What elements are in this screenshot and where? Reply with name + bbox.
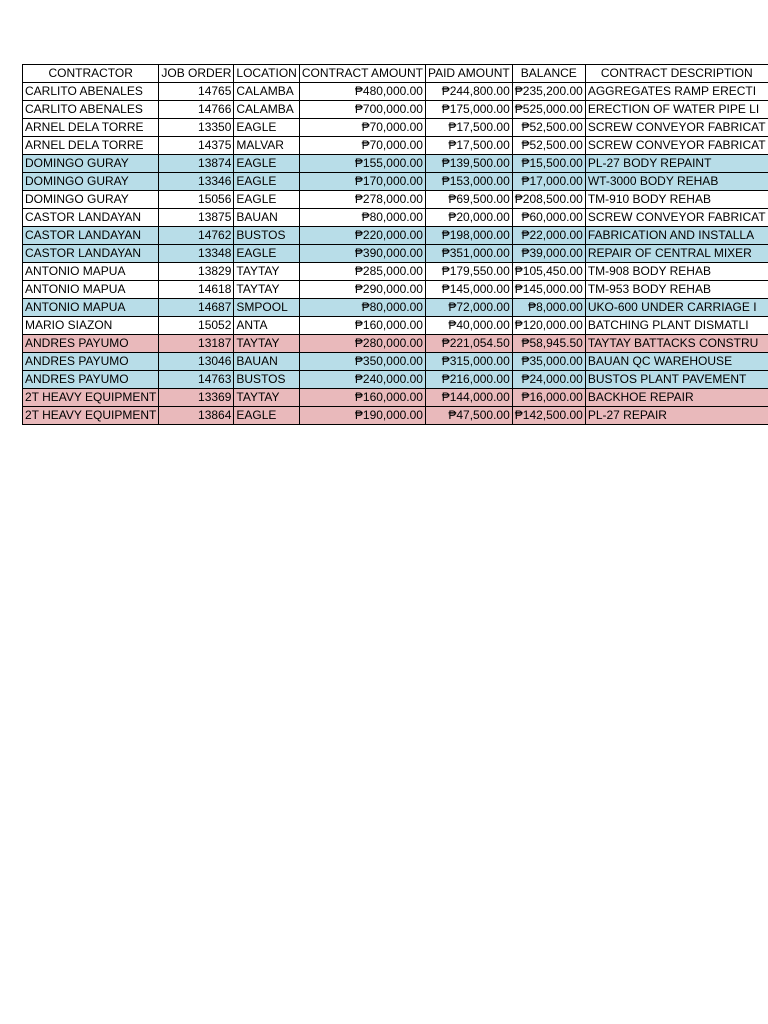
cell-contractor[interactable]: CARLITO ABENALES [23,83,159,101]
cell-contract-description[interactable]: SCREW CONVEYOR FABRICAT [585,209,768,227]
cell-paid-amount[interactable]: ₱221,054.50 [425,335,512,353]
cell-balance[interactable]: ₱60,000.00 [512,209,585,227]
cell-contract-amount[interactable]: ₱290,000.00 [299,281,425,299]
cell-contract-description[interactable]: PL-27 REPAIR [585,407,768,425]
table-row [23,371,768,389]
cell-contract-description[interactable]: ERECTION OF WATER PIPE LI [585,101,768,119]
cell-contract-amount[interactable]: ₱190,000.00 [299,407,425,425]
cell-contractor[interactable]: ANDRES PAYUMO [23,353,159,371]
cell-paid-amount[interactable]: ₱139,500.00 [425,155,512,173]
header-paid-amount[interactable]: PAID AMOUNT [425,65,512,83]
cell-paid-amount[interactable]: ₱198,000.00 [425,227,512,245]
cell-balance[interactable]: ₱525,000.00 [512,101,585,119]
cell-contract-amount[interactable]: ₱155,000.00 [299,155,425,173]
cell-contractor[interactable]: CASTOR LANDAYAN [23,227,159,245]
cell-contractor[interactable]: 2T HEAVY EQUIPMENT [23,389,159,407]
header-balance[interactable]: BALANCE [512,65,585,83]
cell-location[interactable]: TAYTAY [234,389,299,407]
cell-contract-amount[interactable]: ₱170,000.00 [299,173,425,191]
cell-contract-description[interactable]: FABRICATION AND INSTALLA [585,227,768,245]
cell-location[interactable]: BUSTOS [234,227,299,245]
cell-location[interactable]: CALAMBA [234,101,299,119]
spreadsheet [22,64,768,425]
cell-location[interactable]: MALVAR [234,137,299,155]
table-row [23,263,768,281]
cell-contract-amount[interactable]: ₱700,000.00 [299,101,425,119]
cell-contract-amount[interactable]: ₱80,000.00 [299,209,425,227]
cell-location[interactable]: TAYTAY [234,281,299,299]
cell-paid-amount[interactable]: ₱40,000.00 [425,317,512,335]
table-row [23,137,768,155]
cell-contract-amount[interactable]: ₱240,000.00 [299,371,425,389]
cell-location[interactable]: EAGLE [234,155,299,173]
table-row [23,83,768,101]
header-job-order[interactable]: JOB ORDER [159,65,234,83]
cell-location[interactable]: EAGLE [234,173,299,191]
cell-contract-description[interactable]: TM-908 BODY REHAB [585,263,768,281]
cell-paid-amount[interactable]: ₱145,000.00 [425,281,512,299]
table-row [23,353,768,371]
cell-balance[interactable]: ₱120,000.00 [512,317,585,335]
header-location[interactable]: LOCATION [234,65,299,83]
cell-contract-description[interactable]: BAUAN QC WAREHOUSE [585,353,768,371]
cell-balance[interactable]: ₱145,000.00 [512,281,585,299]
table-row [23,245,768,263]
cell-contractor[interactable]: DOMINGO GURAY [23,173,159,191]
cell-contractor[interactable]: CARLITO ABENALES [23,101,159,119]
table-row [23,209,768,227]
cell-contractor[interactable]: ANDRES PAYUMO [23,371,159,389]
contracts-table [22,64,768,425]
cell-paid-amount[interactable]: ₱72,000.00 [425,299,512,317]
cell-contract-amount[interactable]: ₱285,000.00 [299,263,425,281]
cell-contract-description[interactable]: TM-910 BODY REHAB [585,191,768,209]
cell-paid-amount[interactable]: ₱315,000.00 [425,353,512,371]
cell-contractor[interactable]: ANTONIO MAPUA [23,299,159,317]
cell-location[interactable]: TAYTAY [234,335,299,353]
table-row [23,101,768,119]
table-row [23,299,768,317]
cell-contract-description[interactable]: BACKHOE REPAIR [585,389,768,407]
cell-job-order[interactable]: 15052 [159,317,234,335]
cell-balance[interactable]: ₱52,500.00 [512,137,585,155]
header-contract-description[interactable]: CONTRACT DESCRIPTION [585,65,768,83]
cell-contractor[interactable]: ANTONIO MAPUA [23,263,159,281]
table-row [23,155,768,173]
table-row [23,119,768,137]
cell-contractor[interactable]: DOMINGO GURAY [23,191,159,209]
cell-contract-description[interactable]: BATCHING PLANT DISMATLI [585,317,768,335]
cell-location[interactable]: CALAMBA [234,83,299,101]
cell-contract-description[interactable]: AGGREGATES RAMP ERECTI [585,83,768,101]
cell-location[interactable]: EAGLE [234,245,299,263]
cell-contractor[interactable]: DOMINGO GURAY [23,155,159,173]
cell-job-order[interactable]: 14762 [159,227,234,245]
cell-paid-amount[interactable]: ₱17,500.00 [425,137,512,155]
table-row [23,173,768,191]
cell-balance[interactable]: ₱24,000.00 [512,371,585,389]
cell-contractor[interactable]: ANTONIO MAPUA [23,281,159,299]
cell-contract-description[interactable]: UKO-600 UNDER CARRIAGE I [585,299,768,317]
cell-location[interactable]: EAGLE [234,119,299,137]
cell-job-order[interactable]: 14375 [159,137,234,155]
cell-location[interactable]: EAGLE [234,407,299,425]
cell-contract-description[interactable]: TM-953 BODY REHAB [585,281,768,299]
cell-contract-description[interactable]: REPAIR OF CENTRAL MIXER [585,245,768,263]
cell-contractor[interactable]: CASTOR LANDAYAN [23,209,159,227]
cell-contractor[interactable]: ARNEL DELA TORRE [23,137,159,155]
cell-contract-description[interactable]: SCREW CONVEYOR FABRICAT [585,137,768,155]
cell-paid-amount[interactable]: ₱216,000.00 [425,371,512,389]
cell-location[interactable]: ANTA [234,317,299,335]
table-row [23,389,768,407]
cell-job-order[interactable]: 13864 [159,407,234,425]
cell-balance[interactable]: ₱52,500.00 [512,119,585,137]
cell-location[interactable]: BAUAN [234,353,299,371]
cell-paid-amount[interactable]: ₱17,500.00 [425,119,512,137]
cell-contract-amount[interactable]: ₱160,000.00 [299,389,425,407]
cell-job-order[interactable]: 13874 [159,155,234,173]
cell-job-order[interactable]: 15056 [159,191,234,209]
cell-balance[interactable]: ₱39,000.00 [512,245,585,263]
cell-contract-description[interactable]: BUSTOS PLANT PAVEMENT [585,371,768,389]
cell-contract-description[interactable]: WT-3000 BODY REHAB [585,173,768,191]
cell-contract-amount[interactable]: ₱80,000.00 [299,299,425,317]
header-contract-amount[interactable]: CONTRACT AMOUNT [299,65,425,83]
table-row [23,227,768,245]
cell-contract-amount[interactable]: ₱160,000.00 [299,317,425,335]
cell-paid-amount[interactable]: ₱69,500.00 [425,191,512,209]
cell-balance[interactable]: ₱58,945.50 [512,335,585,353]
cell-paid-amount[interactable]: ₱47,500.00 [425,407,512,425]
cell-contract-amount[interactable]: ₱280,000.00 [299,335,425,353]
cell-job-order[interactable]: 14763 [159,371,234,389]
cell-location[interactable]: TAYTAY [234,263,299,281]
cell-job-order[interactable]: 13369 [159,389,234,407]
cell-paid-amount[interactable]: ₱153,000.00 [425,173,512,191]
cell-paid-amount[interactable]: ₱20,000.00 [425,209,512,227]
cell-contractor[interactable]: ARNEL DELA TORRE [23,119,159,137]
table-row [23,335,768,353]
cell-job-order[interactable]: 13348 [159,245,234,263]
cell-contract-description[interactable]: TAYTAY BATTACKS CONSTRU [585,335,768,353]
cell-balance[interactable]: ₱15,500.00 [512,155,585,173]
table-row [23,407,768,425]
cell-location[interactable]: BUSTOS [234,371,299,389]
cell-location[interactable]: BAUAN [234,209,299,227]
cell-job-order[interactable]: 13187 [159,335,234,353]
cell-contract-amount[interactable]: ₱278,000.00 [299,191,425,209]
table-row [23,191,768,209]
cell-balance[interactable]: ₱22,000.00 [512,227,585,245]
cell-contract-amount[interactable]: ₱480,000.00 [299,83,425,101]
header-contractor[interactable]: CONTRACTOR [23,65,159,83]
cell-contractor[interactable]: ANDRES PAYUMO [23,335,159,353]
cell-contractor[interactable]: 2T HEAVY EQUIPMENT [23,407,159,425]
cell-balance[interactable]: ₱17,000.00 [512,173,585,191]
cell-contract-description[interactable]: SCREW CONVEYOR FABRICAT [585,119,768,137]
cell-paid-amount[interactable]: ₱144,000.00 [425,389,512,407]
cell-balance[interactable]: ₱235,200.00 [512,83,585,101]
cell-contract-amount[interactable]: ₱390,000.00 [299,245,425,263]
cell-contract-amount[interactable]: ₱70,000.00 [299,119,425,137]
header-row [23,65,768,83]
cell-location[interactable]: SMPOOL [234,299,299,317]
cell-job-order[interactable]: 13346 [159,173,234,191]
cell-balance[interactable]: ₱16,000.00 [512,389,585,407]
cell-contractor[interactable]: CASTOR LANDAYAN [23,245,159,263]
cell-job-order[interactable]: 13875 [159,209,234,227]
cell-balance[interactable]: ₱142,500.00 [512,407,585,425]
cell-paid-amount[interactable]: ₱351,000.00 [425,245,512,263]
cell-contractor[interactable]: MARIO SIAZON [23,317,159,335]
cell-job-order[interactable]: 13046 [159,353,234,371]
cell-balance[interactable]: ₱105,450.00 [512,263,585,281]
cell-job-order[interactable]: 14618 [159,281,234,299]
cell-job-order[interactable]: 14687 [159,299,234,317]
cell-contract-amount[interactable]: ₱70,000.00 [299,137,425,155]
cell-paid-amount[interactable]: ₱175,000.00 [425,101,512,119]
cell-balance[interactable]: ₱8,000.00 [512,299,585,317]
cell-contract-description[interactable]: PL-27 BODY REPAINT [585,155,768,173]
cell-job-order[interactable]: 13829 [159,263,234,281]
cell-contract-amount[interactable]: ₱350,000.00 [299,353,425,371]
table-body [23,83,768,425]
cell-balance[interactable]: ₱208,500.00 [512,191,585,209]
cell-paid-amount[interactable]: ₱179,550.00 [425,263,512,281]
cell-job-order[interactable]: 14765 [159,83,234,101]
cell-job-order[interactable]: 14766 [159,101,234,119]
table-row [23,317,768,335]
cell-contract-amount[interactable]: ₱220,000.00 [299,227,425,245]
cell-balance[interactable]: ₱35,000.00 [512,353,585,371]
cell-paid-amount[interactable]: ₱244,800.00 [425,83,512,101]
table-row [23,281,768,299]
cell-job-order[interactable]: 13350 [159,119,234,137]
cell-location[interactable]: EAGLE [234,191,299,209]
